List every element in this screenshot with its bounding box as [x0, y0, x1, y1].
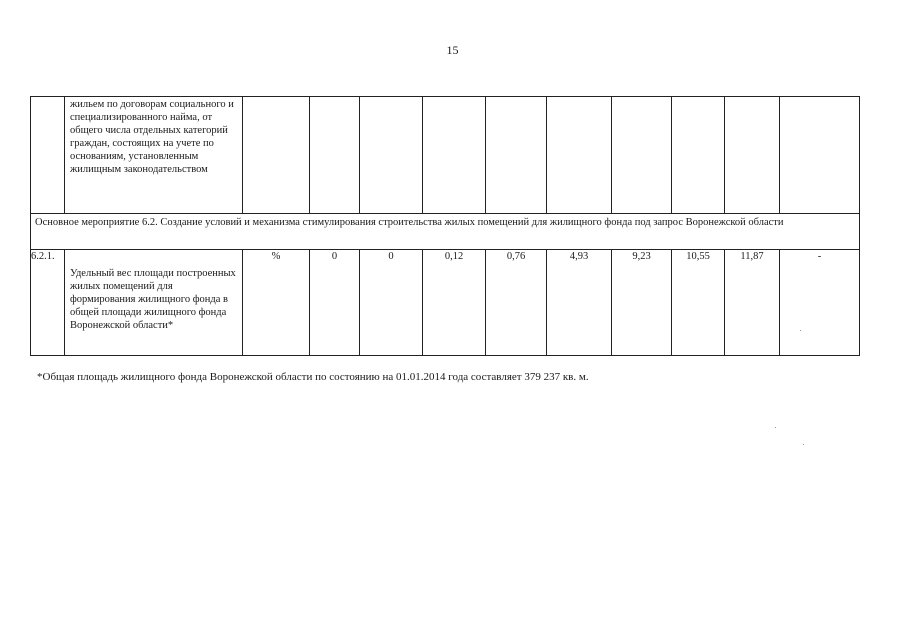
indicator-value-2: 0 — [360, 250, 423, 356]
indicator-value-9: - — [780, 250, 860, 356]
indicator-value-5: 4,93 — [547, 250, 612, 356]
section-header: Основное мероприятие 6.2. Создание условий и механизма стимулирования строительства жилых помещений для жилищного фонда под запрос Воронежской области — [35, 217, 784, 228]
code-cell-empty — [31, 97, 65, 214]
empty-cell — [547, 97, 612, 214]
indicator-unit: % — [243, 250, 310, 356]
table-row-section-header — [31, 214, 860, 250]
indicator-description-cell — [65, 250, 243, 356]
indicator-value-4: 0,76 — [486, 250, 547, 356]
indicator-value-6: 9,23 — [612, 250, 672, 356]
empty-cell — [780, 97, 860, 214]
empty-cell — [360, 97, 423, 214]
indicator-value-7: 10,55 — [672, 250, 725, 356]
indicator-code: 6.2.1. — [31, 250, 65, 356]
empty-cell — [725, 97, 780, 214]
continuation-description: жильем по договорам социального и специализированного найма, от общего числа отдельных категорий граждан, состоящих на учете по основаниям, установленным жилищным законодательством — [70, 99, 234, 175]
continuation-description-cell — [65, 97, 243, 214]
indicator-value-8: 11,87 — [725, 250, 780, 356]
page-number: 15 — [446, 43, 459, 57]
empty-cell — [486, 97, 547, 214]
table-row-continuation — [31, 97, 860, 214]
footnote: *Общая площадь жилищного фонда Воронежской области по состоянию на 01.01.2014 года составляет 379 237 кв. м. — [37, 371, 589, 383]
indicator-value-1: 0 — [310, 250, 360, 356]
empty-cell — [612, 97, 672, 214]
table-row-indicator — [31, 250, 860, 356]
empty-cell — [672, 97, 725, 214]
scan-speck — [775, 427, 776, 428]
empty-cell — [310, 97, 360, 214]
scan-speck — [803, 444, 804, 445]
indicator-description: Удельный вес площади построенных жилых помещений для формирования жилищного фонда в общей площади жилищного фонда Воронежской области* — [70, 268, 236, 331]
scan-speck — [800, 330, 801, 331]
empty-cell — [243, 97, 310, 214]
section-header-cell — [31, 214, 860, 250]
empty-cell — [423, 97, 486, 214]
indicator-table — [30, 96, 860, 356]
indicator-value-3: 0,12 — [423, 250, 486, 356]
